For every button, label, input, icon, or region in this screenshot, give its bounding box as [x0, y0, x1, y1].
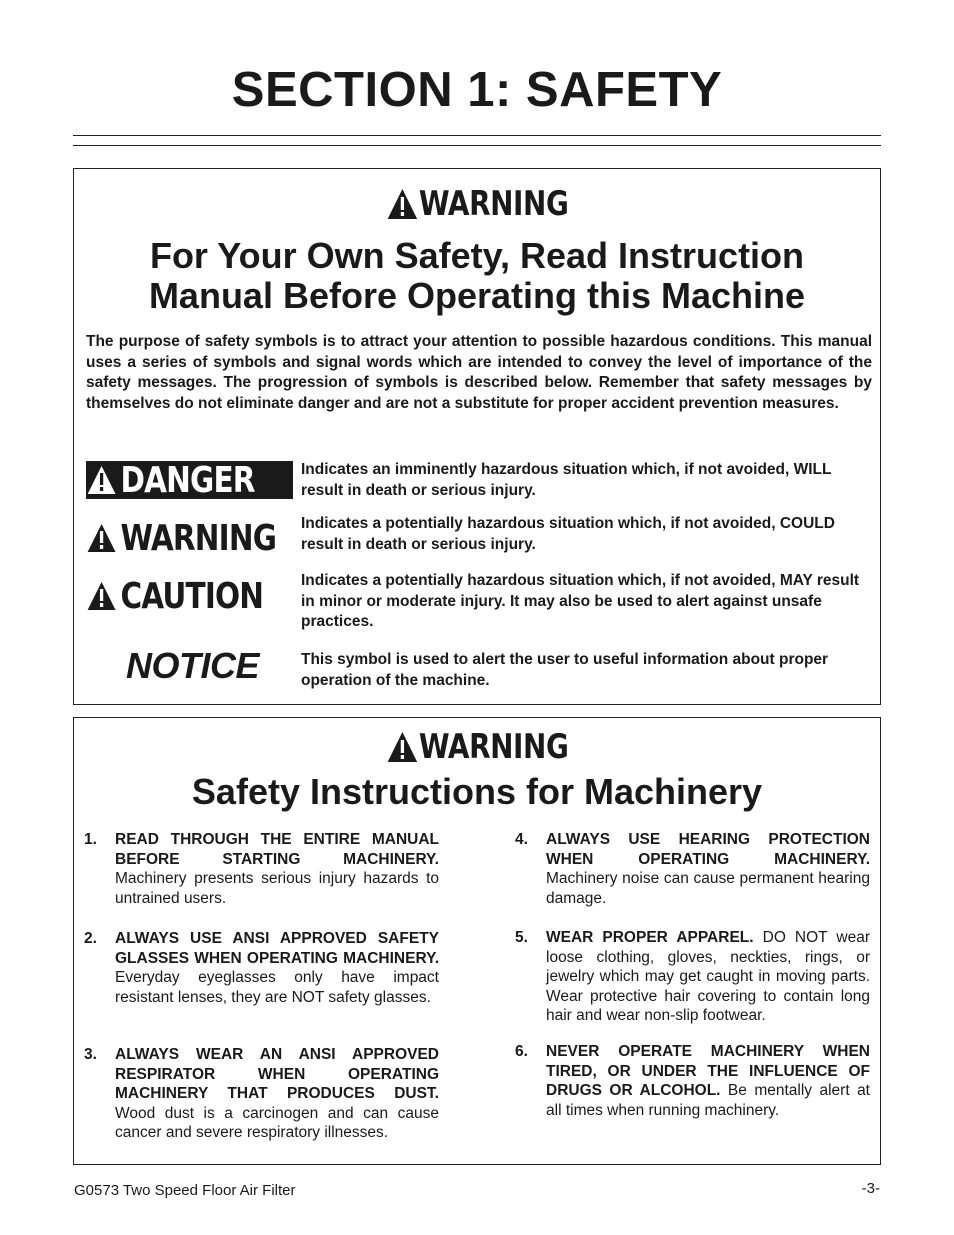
caution-badge — [86, 577, 293, 615]
item-number: 4. — [515, 831, 528, 848]
item-lead: READ THROUGH THE ENTIRE MANUAL BEFORE STARTING MACHINERY. — [115, 831, 439, 868]
item-number: 6. — [515, 1043, 528, 1060]
caution-label: CAUTION — [120, 575, 264, 617]
machinery-heading: Safety Instructions for Machinery — [191, 771, 763, 812]
caution-description: Indicates a potentially hazardous situation which, if not avoided, MAY result in minor or moderate injury. It may also be used to alert against unsafe practices. — [301, 572, 860, 630]
list-item — [515, 830, 871, 908]
item-body: Be mentally alert at all times when running machinery. — [546, 1082, 870, 1119]
warning-triangle-icon — [386, 730, 419, 764]
item-number: 2. — [84, 930, 97, 947]
item-body: Everyday eyeglasses only have impact resistant lenses, they are NOT safety glasses. — [115, 969, 439, 1006]
warning-signal-word-2: WARNING — [418, 727, 569, 767]
item-body: Machinery noise can cause permanent hearing damage. — [546, 870, 870, 907]
list-item — [84, 1045, 440, 1143]
list-item — [515, 1042, 871, 1120]
warning-label: WARNING — [120, 517, 277, 559]
caution-triangle-icon — [86, 580, 117, 612]
list-item — [515, 928, 871, 1026]
danger-label: DANGER — [120, 459, 255, 501]
safety-heading-line1: For Your Own Safety, Read Instruction — [149, 235, 805, 276]
footer-product-name: G0573 Two Speed Floor Air Filter — [74, 1182, 296, 1199]
item-number: 5. — [515, 929, 528, 946]
page-title: SECTION 1: SAFETY — [231, 63, 723, 117]
warning-triangle-icon — [386, 187, 419, 221]
safety-heading-line2: Manual Before Operating this Machine — [148, 275, 806, 316]
item-body: DO NOT wear loose clothing, gloves, neckties, rings, or jewelry which may get caught in moving parts. Wear protective hair covering to contain long hair and wear non-slip footwear. — [546, 929, 871, 1024]
danger-description: Indicates an imminently hazardous situation which, if not avoided, WILL result in death or serious injury. — [301, 461, 832, 499]
footer-page-number: -3- — [861, 1180, 880, 1197]
list-item — [84, 929, 440, 1007]
item-lead: ALWAYS USE HEARING PROTECTION WHEN OPERATING MACHINERY. — [546, 831, 870, 868]
item-body: Wood dust is a carcinogen and can cause cancer and severe respiratory illnesses. — [115, 1104, 439, 1141]
warning-signal-word: WARNING — [418, 184, 569, 224]
notice-description: This symbol is used to alert the user to useful information about proper operation of the machine. — [301, 651, 829, 689]
item-body: Machinery presents serious injury hazards to untrained users. — [115, 870, 439, 907]
item-lead: ALWAYS USE ANSI APPROVED SAFETY GLASSES WHEN OPERATING MACHINERY. — [115, 930, 439, 967]
safety-symbols-box — [73, 168, 881, 705]
item-number: 3. — [84, 1046, 97, 1063]
item-number: 1. — [84, 831, 97, 848]
list-item — [84, 830, 440, 908]
title-rule-bottom — [73, 145, 881, 146]
item-lead: ALWAYS WEAR AN ANSI APPROVED RESPIRATOR WHEN OPERATING MACHINERY THAT PRODUCES DUST. — [115, 1046, 439, 1102]
item-lead: WEAR PROPER APPAREL. — [546, 929, 754, 946]
warning-triangle-icon — [86, 522, 117, 554]
warning-description: Indicates a potentially hazardous situation which, if not avoided, COULD result in death or serious injury. — [301, 515, 835, 553]
machinery-instructions-box — [73, 717, 881, 1165]
warning-heading — [74, 184, 880, 226]
warning-badge — [86, 519, 293, 557]
item-lead: NEVER OPERATE MACHINERY WHEN TIRED, OR UNDER THE INFLUENCE OF DRUGS OR ALCOHOL. — [546, 1043, 870, 1099]
safety-intro-paragraph: The purpose of safety symbols is to attract your attention to possible hazardous conditions. This manual uses a series of symbols and signal words which are intended to convey the level of importance of the safety messages. The progression of symbols is described below. Remember that safety messages by themselves do not eliminate danger and are not a substitute for proper accident prevention measures. — [86, 333, 872, 412]
notice-label: NOTICE — [126, 645, 260, 686]
title-rule-top — [73, 135, 881, 136]
danger-triangle-icon — [86, 464, 117, 496]
danger-badge — [86, 461, 293, 499]
warning-heading-2 — [74, 727, 880, 769]
